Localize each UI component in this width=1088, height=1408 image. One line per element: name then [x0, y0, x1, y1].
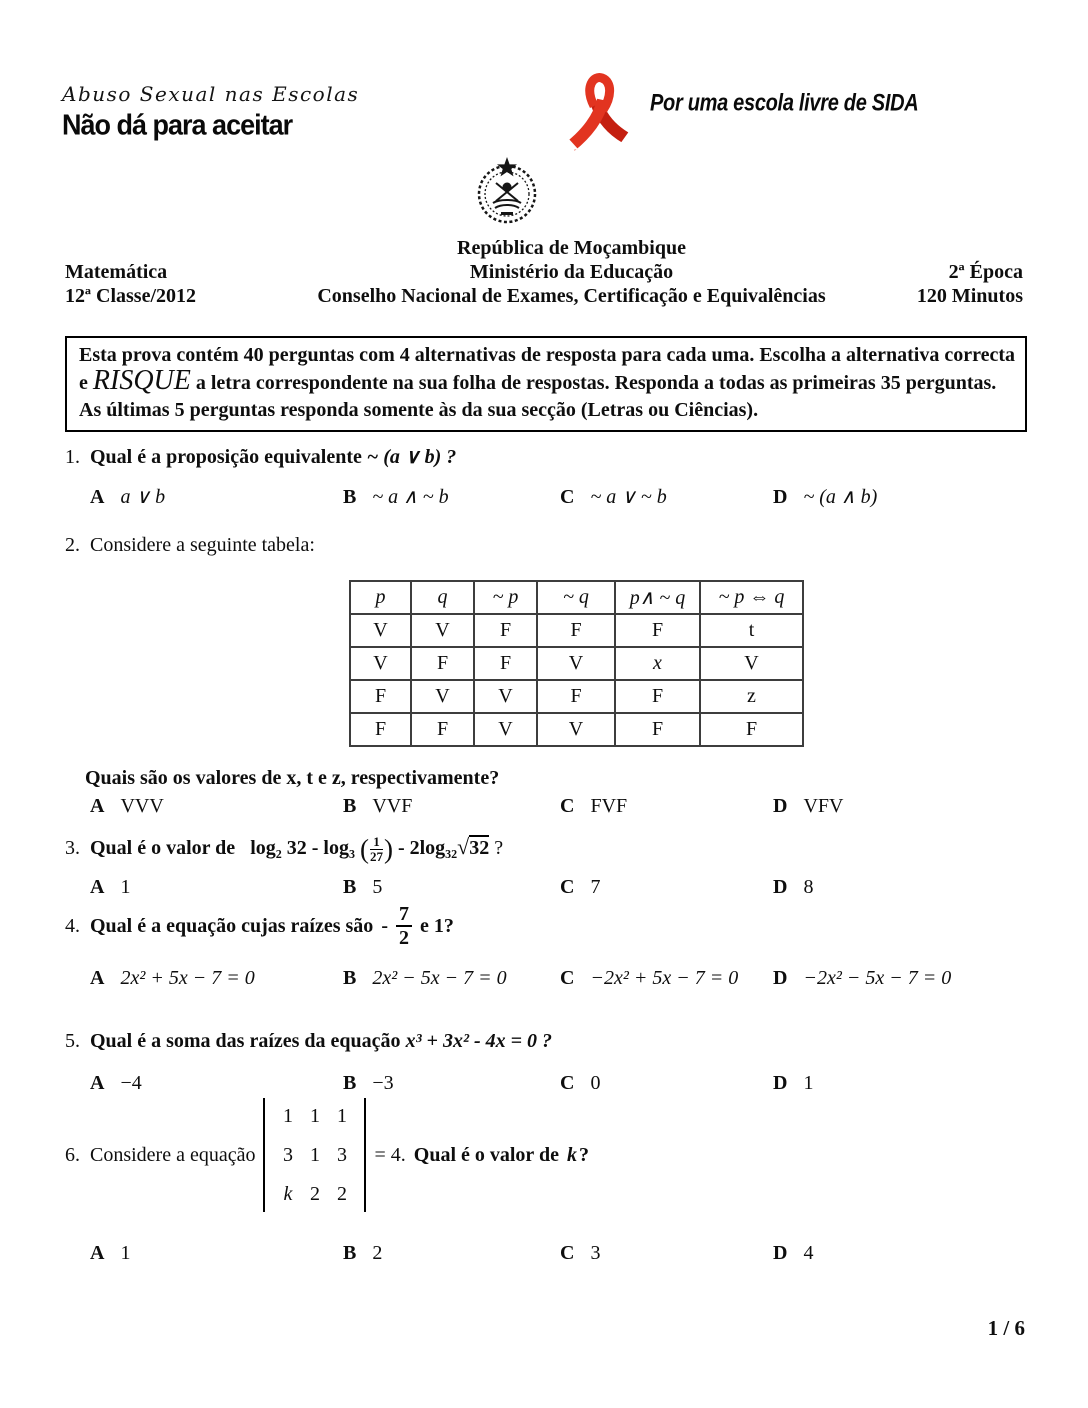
equals-value: = 4.: [374, 1144, 406, 1166]
duration-label: 120 Minutos: [916, 285, 1023, 307]
option-d: [773, 1072, 1025, 1095]
matrix-cell: 3: [282, 1144, 293, 1166]
question-5-options: [65, 1072, 1025, 1095]
truth-table-cell: V: [350, 647, 411, 680]
truth-table-header-cell: ~ q: [537, 581, 615, 614]
matrix-cell: 2: [309, 1183, 320, 1205]
campaign-script-text: Abuso Sexual nas Escolas: [62, 82, 360, 106]
question-2-options: [65, 795, 1025, 818]
instructions-text-after: a letra correspondente na sua folha de respostas. Responda a todas as primeiras 35 perguntas. As últimas 5 perguntas responda somente às da sua secção (Letras ou Ciências).: [79, 372, 997, 421]
question-prompt: Qual é o valor de: [90, 837, 236, 859]
option-letter: C: [560, 486, 575, 508]
option-c: [560, 1072, 773, 1095]
question-6: [65, 1098, 1025, 1265]
truth-table-cell: V: [537, 647, 615, 680]
option-d: [773, 1242, 1025, 1265]
question-5-stem: [65, 1028, 1025, 1054]
truth-table-row: [350, 680, 803, 713]
option-letter: D: [773, 1072, 788, 1094]
option-letter: A: [90, 1072, 105, 1094]
option-value: VFV: [803, 795, 844, 817]
option-letter: D: [773, 795, 788, 817]
truth-table-cell: F: [615, 680, 700, 713]
fraction-numerator: 1: [373, 833, 380, 849]
republic-title: República de Moçambique: [457, 237, 686, 259]
truth-table-cell: F: [615, 713, 700, 746]
epoch-label: 2ª Época: [948, 261, 1023, 283]
aids-campaign-block: [556, 72, 918, 154]
question-prompt: Qual é a soma das raízes da equação: [90, 1030, 401, 1052]
question-4: [65, 903, 1025, 990]
matrix-cell: 2: [336, 1183, 347, 1205]
option-value: 2: [372, 1242, 383, 1264]
header-row-3: [65, 284, 1023, 308]
truth-table-row: [350, 713, 803, 746]
red-ribbon-icon: [556, 72, 640, 154]
question-4-stem: [65, 903, 1025, 949]
question-math: ~ (a ∨ b) ?: [366, 446, 457, 468]
page-number: 1 / 6: [987, 1316, 1025, 1340]
question-prompt: Considere a seguinte tabela:: [90, 534, 315, 556]
option-letter: D: [773, 486, 788, 508]
question-tail: e 1?: [419, 915, 454, 937]
option-value: 8: [803, 875, 814, 898]
option-value: 3: [590, 1242, 601, 1264]
question-6-stem: [65, 1098, 1025, 1212]
truth-table: [349, 580, 804, 747]
option-value: ~ (a ∧ b): [803, 486, 878, 508]
truth-table-row: [350, 614, 803, 647]
question-5: [65, 1028, 1025, 1095]
question-3-options: [65, 876, 1025, 899]
option-letter: A: [90, 795, 105, 817]
question-number: 6.: [65, 1144, 80, 1166]
option-b: [343, 967, 560, 990]
question-number: 2.: [65, 534, 80, 556]
question-2-stem: [65, 532, 1025, 558]
option-value: 4: [803, 1242, 814, 1264]
question-number: 4.: [65, 915, 80, 937]
minus-sign: -: [381, 915, 388, 937]
option-letter: C: [560, 967, 575, 989]
truth-table-cell: V: [350, 614, 411, 647]
matrix-cell: 1: [309, 1105, 320, 1127]
option-value: VVF: [372, 795, 413, 817]
question-1-stem: [65, 444, 1025, 470]
truth-table-unknown-x: x: [615, 647, 700, 680]
truth-table-cell: F: [537, 614, 615, 647]
option-value: −2x² − 5x − 7 = 0: [803, 967, 952, 989]
option-letter: B: [343, 1072, 357, 1094]
option-letter: D: [773, 967, 788, 989]
option-value: 1: [120, 875, 131, 898]
option-a: [90, 1242, 343, 1265]
campaign-slogan-text: Não dá para aceitar: [62, 109, 293, 141]
truth-table-header-cell: p: [350, 581, 411, 614]
instructions-emphasis: RISQUE: [92, 365, 191, 397]
log-expression-left: log₂ 32 - log₃: [250, 837, 355, 859]
question-number: 5.: [65, 1030, 80, 1052]
question-number: 1.: [65, 446, 80, 468]
emblem-icon: [475, 157, 539, 225]
truth-table-cell: F: [411, 647, 474, 680]
option-letter: C: [560, 795, 575, 817]
question-prompt: Qual é a equação cujas raízes são: [90, 915, 374, 937]
question-prompt: Considere a equação: [90, 1144, 256, 1166]
option-a: [90, 484, 343, 509]
truth-table-cell: V: [474, 713, 537, 746]
matrix-cell: 3: [336, 1144, 347, 1166]
matrix-cell-k: k: [283, 1183, 293, 1205]
option-b: [343, 795, 560, 818]
option-letter: B: [343, 875, 357, 898]
option-a: [90, 967, 343, 990]
question-2: [65, 532, 1025, 818]
question-3: [65, 833, 1025, 899]
option-c: [560, 484, 773, 509]
truth-table-cell: F: [411, 713, 474, 746]
truth-table-cell: V: [474, 680, 537, 713]
option-value: 0: [590, 1072, 601, 1094]
truth-table-header-cell: q: [411, 581, 474, 614]
campaign-block: [62, 82, 359, 140]
option-letter: C: [560, 1242, 575, 1264]
truth-table-cell: V: [700, 647, 803, 680]
question-prompt: Qual é a proposição equivalente: [90, 446, 362, 468]
option-value: ~ a ∨ ~ b: [590, 486, 667, 508]
option-letter: B: [343, 1242, 357, 1264]
truth-table-cell: F: [350, 680, 411, 713]
instructions-box: [65, 336, 1027, 432]
question-mark: ?: [578, 1144, 589, 1166]
option-letter: A: [90, 486, 105, 508]
truth-table-cell: F: [615, 614, 700, 647]
instructions-text-before: Esta prova contém 40 perguntas com 4 alternativas de resposta para cada uma. Escolha a alternativa correcta e: [79, 344, 1016, 395]
question-4-options: [65, 967, 1025, 990]
option-b: [343, 876, 560, 899]
option-b: [343, 1072, 560, 1095]
log-expression-mid: - 2log₃₂: [397, 837, 458, 859]
option-letter: D: [773, 1242, 788, 1264]
question-1-options: [65, 484, 1025, 509]
option-value: 5: [372, 875, 383, 898]
header-spacer: [65, 236, 280, 260]
option-b: [343, 484, 560, 509]
truth-table-cell: F: [537, 680, 615, 713]
truth-table-cell: F: [474, 647, 537, 680]
option-value: ~ a ∧ ~ b: [372, 486, 449, 508]
option-a: [90, 1072, 343, 1095]
option-value: 2x² + 5x − 7 = 0: [120, 967, 255, 989]
option-value: 2x² − 5x − 7 = 0: [372, 967, 507, 989]
matrix-cell: 1: [336, 1105, 347, 1127]
option-value: −3: [372, 1072, 394, 1094]
mozambique-emblem: [475, 157, 539, 231]
variable-k: k: [566, 1144, 577, 1166]
matrix-cell: 1: [309, 1144, 320, 1166]
truth-table-row: [350, 647, 803, 680]
option-d: [773, 795, 1025, 818]
left-paren: (: [359, 833, 369, 864]
determinant-matrix: [263, 1098, 366, 1212]
option-value: 1: [120, 1242, 131, 1264]
matrix-cell: 1: [282, 1105, 293, 1127]
question-math: x³ + 3x² - 4x = 0 ?: [405, 1030, 553, 1052]
option-letter: B: [343, 795, 357, 817]
sqrt-icon: √: [457, 834, 470, 859]
truth-table-unknown-z: z: [700, 680, 803, 713]
truth-table-header-cell: ~ p: [474, 581, 537, 614]
truth-table-cell: F: [474, 614, 537, 647]
truth-table-unknown-t: t: [700, 614, 803, 647]
option-value: VVV: [120, 795, 164, 817]
header-row-1: [65, 236, 1023, 260]
question-mark: ?: [494, 837, 504, 859]
fraction-7-2: [396, 903, 412, 949]
question-tail: Qual é o valor de: [413, 1144, 559, 1166]
option-value: 1: [803, 1072, 814, 1094]
option-letter: C: [560, 875, 575, 898]
option-d: [773, 484, 1025, 509]
fraction-1-27: [370, 835, 383, 864]
fraction-denominator: 27: [369, 848, 383, 864]
truth-table-header-cell: ~ p ⇔ q: [700, 581, 803, 614]
question-6-options: [65, 1242, 1025, 1265]
option-letter: C: [560, 1072, 575, 1094]
option-letter: B: [343, 967, 357, 989]
option-value: −4: [120, 1072, 142, 1094]
option-value: 7: [590, 875, 601, 898]
council-title: Conselho Nacional de Exames, Certificação e Equivalências: [317, 285, 826, 307]
option-a: [90, 876, 343, 899]
option-value: −2x² + 5x − 7 = 0: [590, 967, 739, 989]
question-1: [65, 444, 1025, 509]
option-letter: A: [90, 967, 105, 989]
option-letter: D: [773, 875, 788, 898]
fraction-denominator: 2: [396, 925, 412, 949]
truth-table-cell: F: [350, 713, 411, 746]
option-letter: A: [90, 1242, 105, 1264]
option-value: FVF: [590, 795, 628, 817]
option-d: [773, 876, 1025, 899]
exam-header: [65, 236, 1023, 308]
right-paren: ): [383, 833, 393, 864]
header-row-2: [65, 260, 1023, 284]
option-c: [560, 795, 773, 818]
option-c: [560, 1242, 773, 1265]
subject-label: Matemática: [65, 261, 168, 283]
class-year-label: 12ª Classe/2012: [65, 285, 196, 307]
question-2-subprompt: Quais são os valores de x, t e z, respectivamente?: [85, 767, 500, 789]
fraction-numerator: 7: [398, 903, 409, 925]
option-d: [773, 967, 1025, 990]
sqrt-radicand: 32: [469, 837, 490, 859]
option-letter: B: [343, 486, 357, 508]
option-value: a ∨ b: [120, 486, 166, 508]
truth-table-cell: V: [537, 713, 615, 746]
option-c: [560, 876, 773, 899]
option-letter: A: [90, 875, 105, 898]
question-number: 3.: [65, 837, 80, 859]
option-c: [560, 967, 773, 990]
header-spacer: [863, 236, 1023, 260]
truth-table-header-cell: p∧ ~ q: [615, 581, 700, 614]
truth-table-header-row: [350, 581, 803, 614]
ministry-title: Ministério da Educação: [469, 261, 674, 283]
truth-table-cell: V: [411, 680, 474, 713]
truth-table-cell: V: [411, 614, 474, 647]
question-3-stem: [65, 833, 1025, 864]
option-a: [90, 795, 343, 818]
aids-slogan-text: Por uma escola livre de SIDA: [650, 90, 919, 117]
option-b: [343, 1242, 560, 1265]
truth-table-cell: F: [700, 713, 803, 746]
